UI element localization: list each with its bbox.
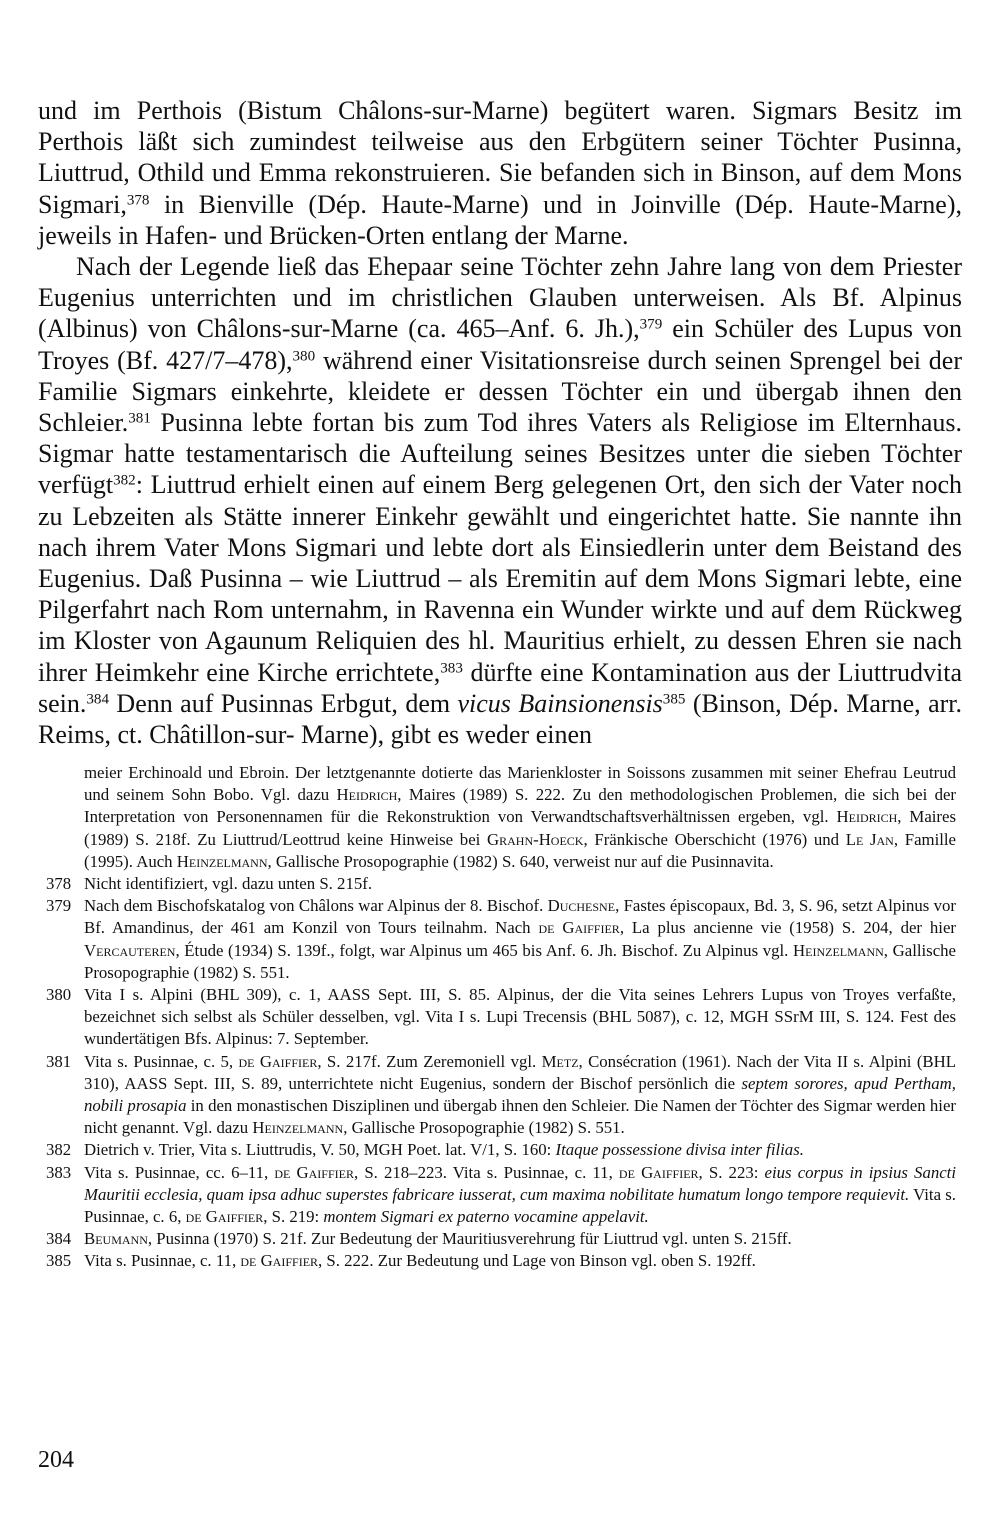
text-run: , Famille (1995). Auch <box>84 829 957 871</box>
italic-text: vicus Bainsionensis <box>457 688 663 718</box>
footnote-text <box>84 1139 956 1161</box>
text-run: meier Erchinoald und Ebroin. Der letztgenannte dotierte das Marienkloster in Soissons zusammen mit seiner Ehefrau Leutrud und seinem Sohn Bobo. Vgl. dazu <box>84 763 956 805</box>
text-run: Vita s. Pusinnae, c. 11, <box>84 1251 241 1271</box>
text-run: , S. 222. Zur Bedeutung und Lage von Binson vgl. oben S. 192ff. <box>318 1251 756 1271</box>
footnote-number: 380 <box>46 985 72 1005</box>
author-name: Beumann <box>84 1229 148 1249</box>
text-run: (Binson, Dép. Marne, arr. Reims, ct. Châtillon-sur- Marne), gibt es weder einen <box>38 688 962 750</box>
text-run: , S. 219: <box>263 1207 324 1227</box>
main-text <box>38 95 962 750</box>
footnote-text <box>84 895 956 984</box>
footnote-ref: 378 <box>126 192 150 209</box>
text-run: , Gallische Prosopographie (1982) S. 640, verweist nur auf die Pusinnavita. <box>267 851 774 871</box>
footnote-number: 384 <box>46 1229 72 1249</box>
footnote-text <box>84 1228 956 1250</box>
footnote-ref: 384 <box>86 691 110 708</box>
text-run: Pusinna lebte fortan bis zum Tod ihres Vaters als Religiose im Elternhaus. Sigmar hatte testamentarisch die Aufteilung seines Besitzes unter die sieben Töchter verfügt <box>38 408 962 500</box>
italic-text: montem Sigmari ex paterno vocamine appelavit. <box>323 1207 649 1227</box>
text-run: Nach der Legende ließ das Ehepaar seine Töchter zehn Jahre lang von dem Priester Eugenius unterrichten und im christlichen Glauben unterweisen. Als Bf. Alpinus (Albinus) von Châlons-sur-Marne (ca. 465–Anf. 6. Jh.), <box>38 252 962 344</box>
text-run: Denn auf Pusinnas Erbgut, dem <box>109 688 458 718</box>
text-run: , Fastes épiscopaux, Bd. 3, S. 96, setzt Alpinus vor Bf. Amandinus, der 461 am Konzil von Tours teilnahm. Nach <box>84 896 956 938</box>
text-run: , Maires (1989) S. 222. Zu den methodologischen Problemen, die sich bei der Interpretation von Personennamen für die Rekonstruktion von Verwandtschaftsverhältnissen ergeben, vgl. <box>84 785 956 827</box>
footnote-383 <box>46 1162 956 1229</box>
text-run: , Gallische Prosopographie (1982) S. 551. <box>84 940 956 982</box>
text-run: , S. 218–223. Vita s. Pusinnae, c. 11, <box>353 1162 619 1182</box>
author-name: de Gaiffier <box>238 1051 318 1071</box>
footnote-ref: 385 <box>662 691 686 708</box>
text-run: in Bienville (Dép. Haute-Marne) und in Joinville (Dép. Haute-Marne), jeweils in Hafen- und Brücken-Orten entlang der Marne. <box>38 189 962 250</box>
author-name: Heinzelmann <box>252 1118 344 1138</box>
footnote-text <box>84 1250 956 1272</box>
footnote-381 <box>46 1051 956 1140</box>
text-run: , Pusinna (1970) S. 21f. Zur Bedeutung der Mauritiusverehrung für Liuttrud vgl. unten S. 215ff. <box>147 1229 792 1249</box>
footnote-number: 381 <box>46 1051 72 1071</box>
footnote-382 <box>46 1139 956 1161</box>
paragraph-1 <box>38 95 962 251</box>
footnote-continuation <box>84 762 956 873</box>
footnote-ref: 381 <box>128 410 151 427</box>
footnote-text <box>84 873 956 895</box>
author-name: Metz <box>541 1051 579 1071</box>
text-run: , Consécration (1961). Nach der Vita II s. Alpini (BHL 310), AASS Sept. III, S. 89, unterrichtete nicht Eugenius, sondern der Bischof persönlich die <box>84 1051 956 1093</box>
footnote-list <box>46 873 956 1273</box>
text-run: Nicht identifiziert, vgl. dazu unten S. 215f. <box>84 874 373 894</box>
footnote-number: 383 <box>46 1162 72 1182</box>
footnote-384 <box>46 1228 956 1250</box>
footnote-ref: 382 <box>113 473 136 490</box>
footnote-number: 385 <box>46 1251 72 1271</box>
author-name: Grahn-Hoeck <box>486 829 584 849</box>
footnote-number: 378 <box>46 874 72 894</box>
footnote-385 <box>46 1250 956 1272</box>
footnotes <box>46 762 956 1273</box>
author-name: Heinzelmann <box>793 940 884 960</box>
text-run: ein Schüler des Lupus von Troyes (Bf. 427/7–478), <box>38 314 963 375</box>
footnote-text <box>84 984 956 1051</box>
text-run: , Étude (1934) S. 139f., folgt, war Alpinus um 465 bis Anf. 6. Jh. Bischof. Zu Alpinus vgl. <box>175 940 794 960</box>
footnote-380 <box>46 984 956 1051</box>
paragraph-2 <box>38 251 962 750</box>
footnote-ref: 383 <box>440 660 463 677</box>
text-run: dürfte eine Kontamination aus der Liuttrudvita sein. <box>38 657 963 718</box>
text-run: , Maires (1989) S. 218f. Zu Liuttrud/Leottrud keine Hinweise bei <box>84 807 956 849</box>
text-run: , Fränkische Oberschicht (1976) und <box>583 829 846 849</box>
footnote-ref: 380 <box>292 348 316 365</box>
text-run: , S. 223: <box>698 1162 765 1182</box>
text-run: und im Perthois (Bistum Châlons-sur-Marne) begütert waren. Sigmars Besitz im Perthois läßt sich zumindest teilweise aus den Erbgütern seiner Töchter Pusinna, Liuttrud, Othild und Emma rekonstruieren. Sie befanden sich in Binson, auf dem Mons Sigmari, <box>38 96 962 219</box>
text-run: Vita s. Pusinnae, cc. 6–11, <box>84 1162 275 1182</box>
text-run: , S. 217f. Zum Zeremoniell vgl. <box>317 1051 542 1071</box>
author-name: de Gaiffier <box>240 1251 319 1271</box>
footnote-378 <box>46 873 956 895</box>
footnote-number: 379 <box>46 896 72 916</box>
text-run: , Gallische Prosopographie (1982) S. 551. <box>343 1118 625 1138</box>
footnote-text <box>84 1051 956 1140</box>
author-name: Heinzelmann <box>176 851 268 871</box>
footnote-text <box>84 1162 956 1229</box>
footnote-number: 382 <box>46 1140 72 1160</box>
author-name: de Gaiffier <box>538 918 620 938</box>
author-name: Le Jan <box>845 829 894 849</box>
italic-text: septem sorores, apud Pertham, nobili prosapia <box>84 1073 956 1116</box>
text-run: Vita s. Pusinnae, c. 6, <box>84 1184 956 1227</box>
author-name: de Gaiffier <box>618 1162 699 1182</box>
italic-text: Itaque possessione divisa inter filias. <box>555 1140 804 1160</box>
text-run: : Liuttrud erhielt einen auf einem Berg gelegenen Ort, den sich der Vater noch zu Lebzeiten als Stätte innerer Einkehr gewählt und eingerichtet hatte. Sie nannte ihn nach ihrem Vater Mons Sigmari und lebte dort als Einsiedlerin unter dem Beistand des Eugenius. Daß Pusinna – wie Liuttrud – als Eremitin auf dem Mons Sigmari lebte, eine Pilgerfahrt nach Rom unternahm, in Ravenna ein Wunder wirkte und auf dem Rückweg im Kloster von Agaunum Reliquien des hl. Mauritius erhielt, zu dessen Ehren sie nach ihrer Heimkehr eine Kirche errichtete, <box>38 470 962 687</box>
text-run: während einer Visitationsreise durch seinen Sprengel bei der Familie Sigmars einkehrte, kleidete er dessen Töchter ein und übergab ihnen den Schleier. <box>38 345 963 438</box>
page-number: 204 <box>38 1447 74 1473</box>
footnote-379 <box>46 895 956 984</box>
text-run: Vita I s. Alpini (BHL 309), c. 1, AASS Sept. III, S. 85. Alpinus, der die Vita seines Lehrers Lupus von Troyes verfaßte, bezeichnet sich selbst als Schüler desselben, vgl. Vita I s. Lupi Trecensis (BHL 5087), c. 12, MGH SSrM III, S. 124. Fest des wundertätigen Bfs. Alpinus: 7. September. <box>84 985 956 1049</box>
footnote-ref: 379 <box>639 317 663 334</box>
author-name: Vercauteren <box>84 940 176 960</box>
italic-text: eius corpus in ipsius Sancti Mauritii ecclesia, quam ipsa adhuc superstes fabricare iusserat, cum maxima nobilitate humatum longo tempore requievit. <box>84 1162 956 1204</box>
text-run: Nach dem Bischofskatalog von Châlons war Alpinus der 8. Bischof. <box>84 896 548 916</box>
author-name: Duchesne <box>547 896 616 916</box>
author-name: Heidrich <box>336 785 398 805</box>
author-name: de Gaiffier <box>185 1207 264 1227</box>
author-name: de Gaiffier <box>274 1162 354 1182</box>
text-run: , La plus ancienne vie (1958) S. 204, der hier <box>619 918 956 938</box>
text-run: Dietrich v. Trier, Vita s. Liuttrudis, V. 50, MGH Poet. lat. V/1, S. 160: <box>84 1140 556 1160</box>
author-name: Heidrich <box>836 807 898 827</box>
text-run: Vita s. Pusinnae, c. 5, <box>84 1051 239 1071</box>
text-run: in den monastischen Disziplinen und übergab ihnen den Schleier. Die Namen der Töchter des Sigmar werden hier nicht genannt. Vgl. dazu <box>84 1096 956 1138</box>
